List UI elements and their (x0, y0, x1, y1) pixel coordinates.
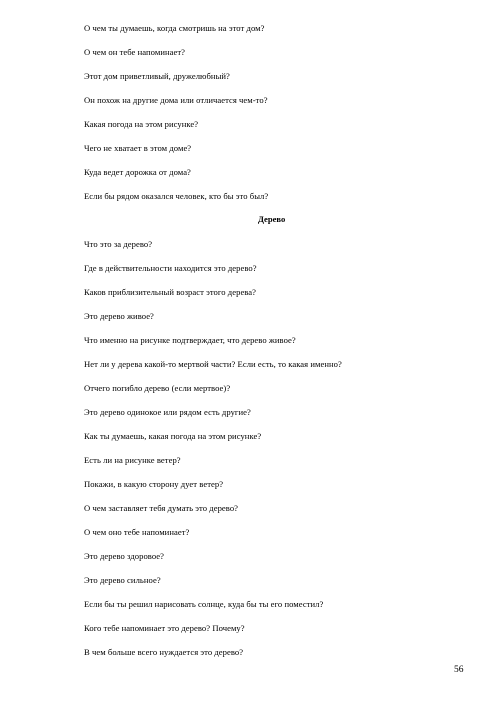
tree-question: Что именно на рисунке подтверждает, что дерево живое? (84, 335, 296, 345)
tree-question: Где в действительности находится это дерево? (84, 263, 257, 273)
house-question: Какая погода на этом рисунке? (84, 119, 199, 129)
section-heading-tree: Дерево (258, 214, 286, 224)
tree-question: Это дерево одинокое или рядом есть другие? (84, 407, 251, 417)
tree-question: В чем больше всего нуждается это дерево? (84, 647, 244, 657)
tree-question: Каков приблизительный возраст этого дерева? (84, 287, 257, 297)
house-question: Куда ведет дорожка от дома? (84, 167, 191, 177)
house-question: Он похож на другие дома или отличается чем-то? (84, 95, 268, 105)
tree-question: Что это за дерево? (84, 239, 153, 249)
page-number: 56 (454, 665, 464, 675)
house-question: О чем ты думаешь, когда смотришь на этот дом? (84, 23, 265, 33)
house-question: О чем он тебе напоминает? (84, 47, 186, 57)
tree-question: О чем оно тебе напоминает? (84, 527, 190, 537)
tree-question: Покажи, в какую сторону дует ветер? (84, 479, 224, 489)
tree-question: Как ты думаешь, какая погода на этом рисунке? (84, 431, 262, 441)
tree-question: Отчего погибло дерево (если мертвое)? (84, 383, 231, 393)
tree-question: Это дерево живое? (84, 311, 154, 321)
tree-question: Есть ли на рисунке ветер? (84, 455, 181, 465)
tree-question: Нет ли у дерева какой-то мертвой части? Если есть, то какая именно? (84, 359, 342, 369)
tree-question: О чем заставляет тебя думать это дерево? (84, 503, 239, 513)
tree-question: Если бы ты решил нарисовать солнце, куда бы ты его поместил? (84, 599, 324, 609)
house-question: Если бы рядом оказался человек, кто бы это был? (84, 191, 269, 201)
tree-question: Это дерево сильное? (84, 575, 161, 585)
tree-question: Кого тебе напоминает это дерево? Почему? (84, 623, 245, 633)
house-question: Этот дом приветливый, дружелюбный? (84, 71, 230, 81)
house-question: Чего не хватает в этом доме? (84, 143, 192, 153)
tree-question: Это дерево здоровое? (84, 551, 165, 561)
